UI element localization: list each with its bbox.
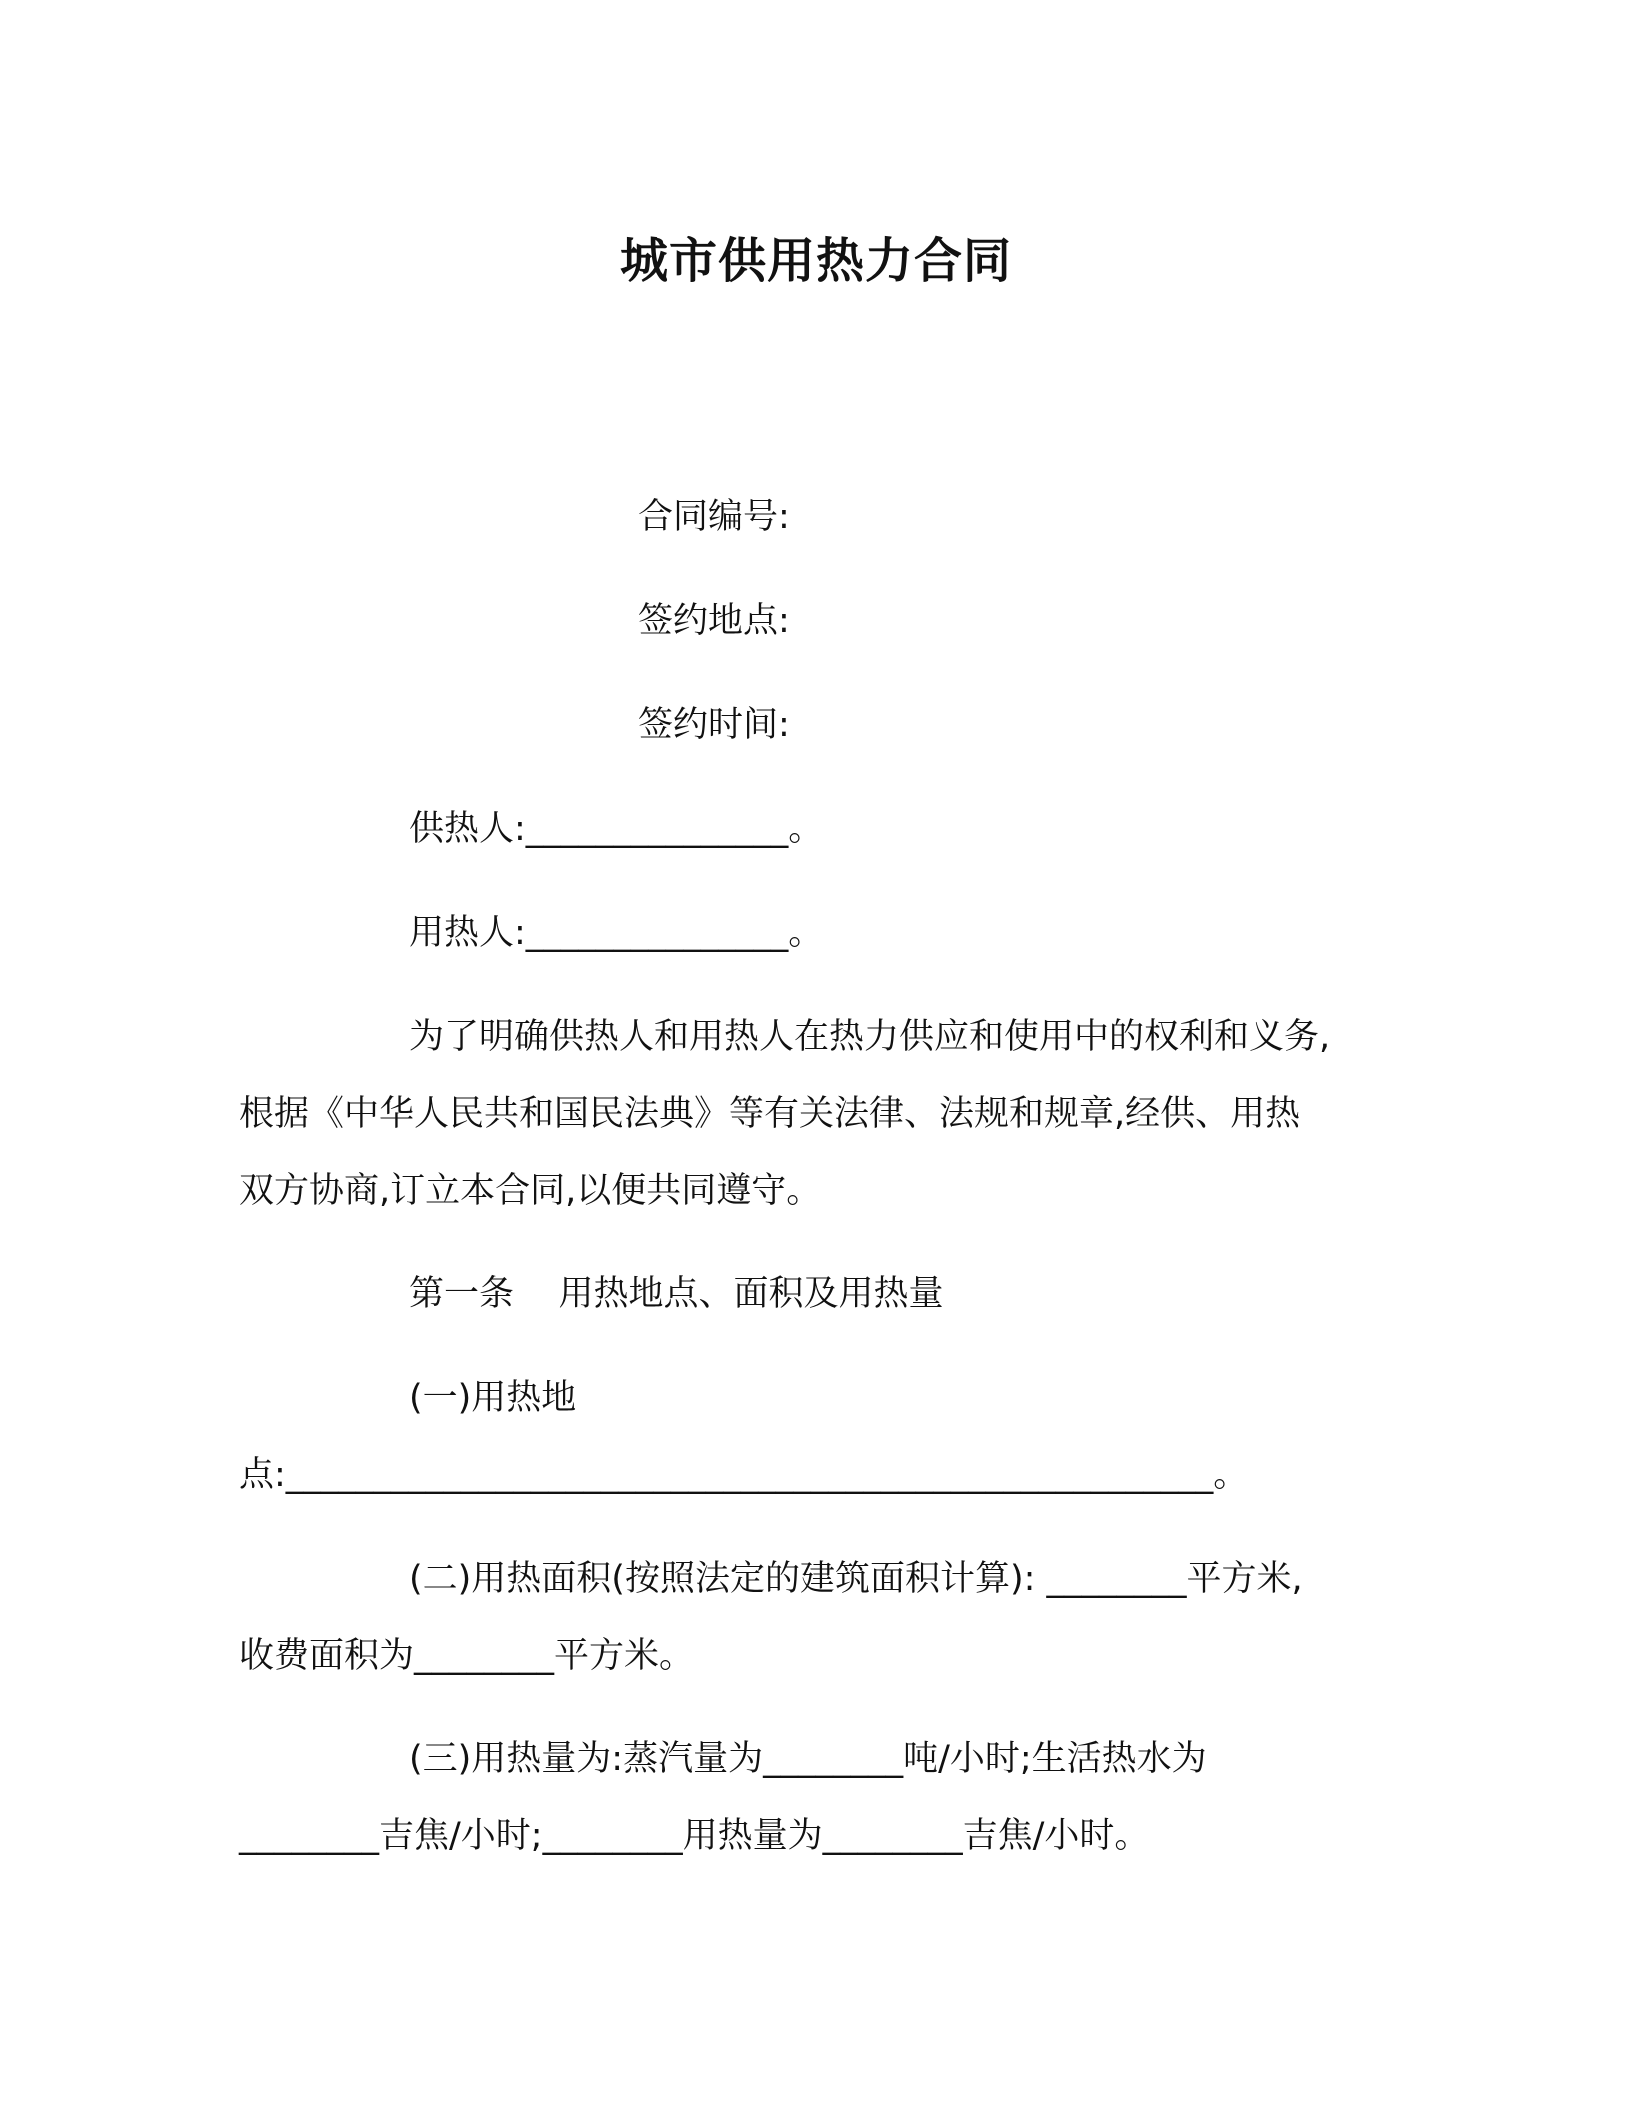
- item-3-line-1: (三)用热量为:蒸汽量为________吨/小时;生活热水为: [409, 1739, 1207, 1779]
- contract-number-label: 合同编号:: [638, 497, 790, 537]
- preamble-line-2: 根据《中华人民共和国民法典》等有关法律、法规和规章,经供、用热: [239, 1094, 1301, 1134]
- item-2-line-2: 收费面积为________平方米。: [239, 1636, 695, 1676]
- item-1-line-1: (一)用热地: [409, 1378, 577, 1418]
- signing-time-label: 签约时间:: [638, 705, 790, 745]
- article-1-heading: 第一条 用热地点、面积及用热量: [409, 1274, 944, 1314]
- heat-user-line: 用热人:_______________。: [409, 913, 824, 953]
- item-2-line-1: (二)用热面积(按照法定的建筑面积计算): ________平方米,: [409, 1559, 1303, 1599]
- preamble-line-1: 为了明确供热人和用热人在热力供应和使用中的权利和义务,: [409, 1017, 1331, 1057]
- document-title: 城市供用热力合同: [619, 233, 1012, 289]
- signing-place-label: 签约地点:: [638, 601, 790, 641]
- item-3-line-2: ________吉焦/小时;________用热量为________吉焦/小时。: [239, 1816, 1150, 1856]
- heat-supplier-line: 供热人:_______________。: [409, 809, 824, 849]
- item-1-line-2: 点:_____________________________________________________。: [239, 1455, 1249, 1495]
- preamble-line-3: 双方协商,订立本合同,以便共同遵守。: [239, 1171, 822, 1211]
